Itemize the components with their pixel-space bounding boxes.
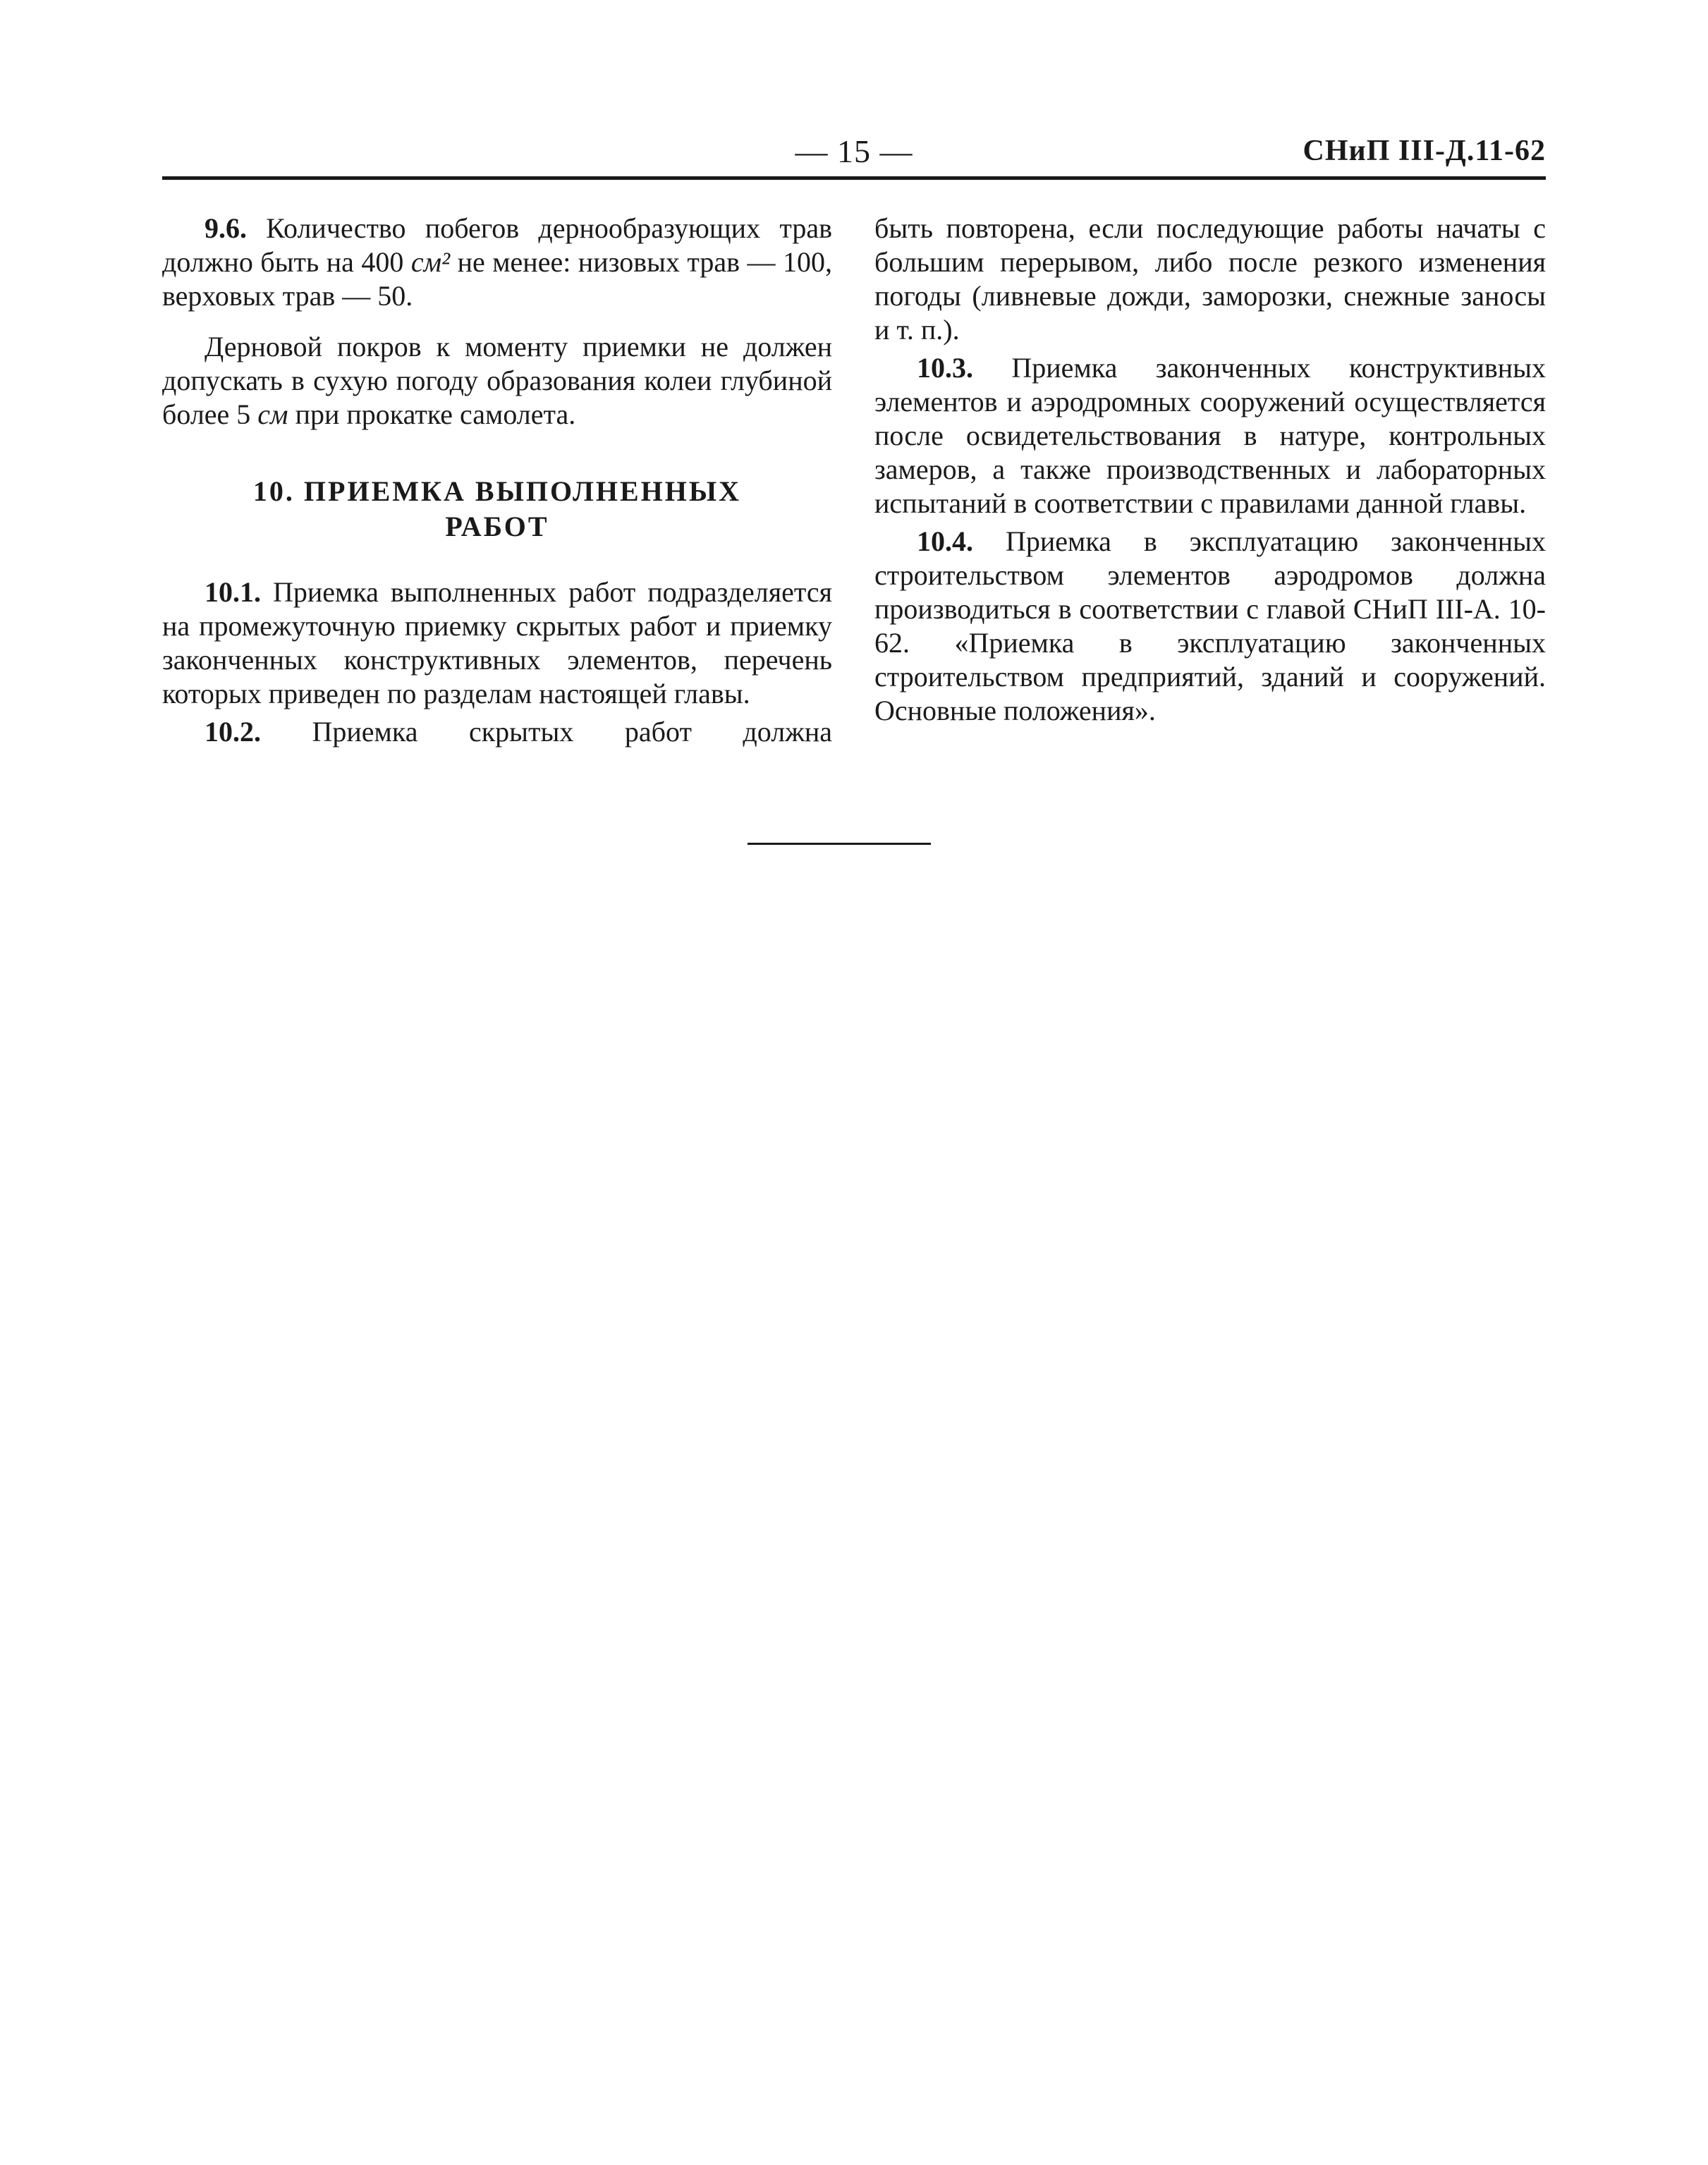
page-number: — 15 — xyxy=(795,133,913,169)
paragraph-text: не менее: низовых трав — 100, верховых трав — 50. xyxy=(162,246,832,312)
paragraph-10-2 xyxy=(162,715,832,749)
paragraph-10-4 xyxy=(874,525,1546,728)
paragraph-10-1 xyxy=(162,575,832,711)
right-column xyxy=(874,212,1546,728)
clause-number: 10.4. xyxy=(917,525,973,557)
section-title-line-1: 10. ПРИЕМКА ВЫПОЛНЕННЫХ xyxy=(252,475,742,507)
paragraph-9-6-continued xyxy=(162,330,832,432)
section-title-line-2: РАБОТ xyxy=(445,511,549,542)
unit-text: см xyxy=(257,398,288,430)
paragraph-text: Приемка в эксплуатацию законченных строительством элементов аэродромов должна производиться в соответствии с главой СНиП III-А. 10-62. «Приемка в эксплуатацию законченных строительством предприятий, зданий и сооружений. Основные положения». xyxy=(874,525,1546,726)
paragraph-text: при прокатке самолета. xyxy=(288,398,576,430)
paragraph-10-2-continued xyxy=(874,212,1546,347)
clause-number: 10.3. xyxy=(917,352,973,384)
clause-number: 10.1. xyxy=(205,576,261,608)
unit-text: см² xyxy=(410,246,451,278)
section-heading xyxy=(162,474,832,544)
paragraph-text: Количество побегов дернообразующих трав должно быть на 400 xyxy=(162,212,832,278)
clause-number: 9.6. xyxy=(205,212,247,244)
header-rule xyxy=(162,176,1546,180)
paragraph-text: Приемка законченных конструктивных элементов и аэродромных сооружений осуществляется после освидетельствования в натуре, контрольных замеров, а также производственных и лабораторных испытаний в соответствии с правилами данной главы. xyxy=(874,352,1546,519)
paragraph-text: Приемка выполненных работ подразделяется на промежуточную приемку скрытых работ и приемку законченных конструктивных элементов, перечень которых приведен по разделам настоящей главы. xyxy=(162,576,833,709)
paragraph-text: Приемка скрытых работ должна xyxy=(312,716,832,748)
paragraph-9-6 xyxy=(162,212,832,313)
end-rule xyxy=(748,843,931,845)
paragraph-text: Дерновой покров к моменту приемки не должен допускать в сухую погоду образования колеи глубиной более 5 xyxy=(162,331,832,430)
paragraph-text: быть повторена, если последующие работы начаты с большим перерывом, либо после резкого изменения погоды (ливневые дожди, заморозки, снежные заносы и т. п.). xyxy=(874,212,1546,346)
page-header xyxy=(162,127,1546,176)
document-code: СНиП III-Д.11-62 xyxy=(1303,135,1546,167)
clause-number: 10.2. xyxy=(205,716,261,748)
left-column xyxy=(162,212,832,749)
paragraph-10-3 xyxy=(874,351,1546,520)
